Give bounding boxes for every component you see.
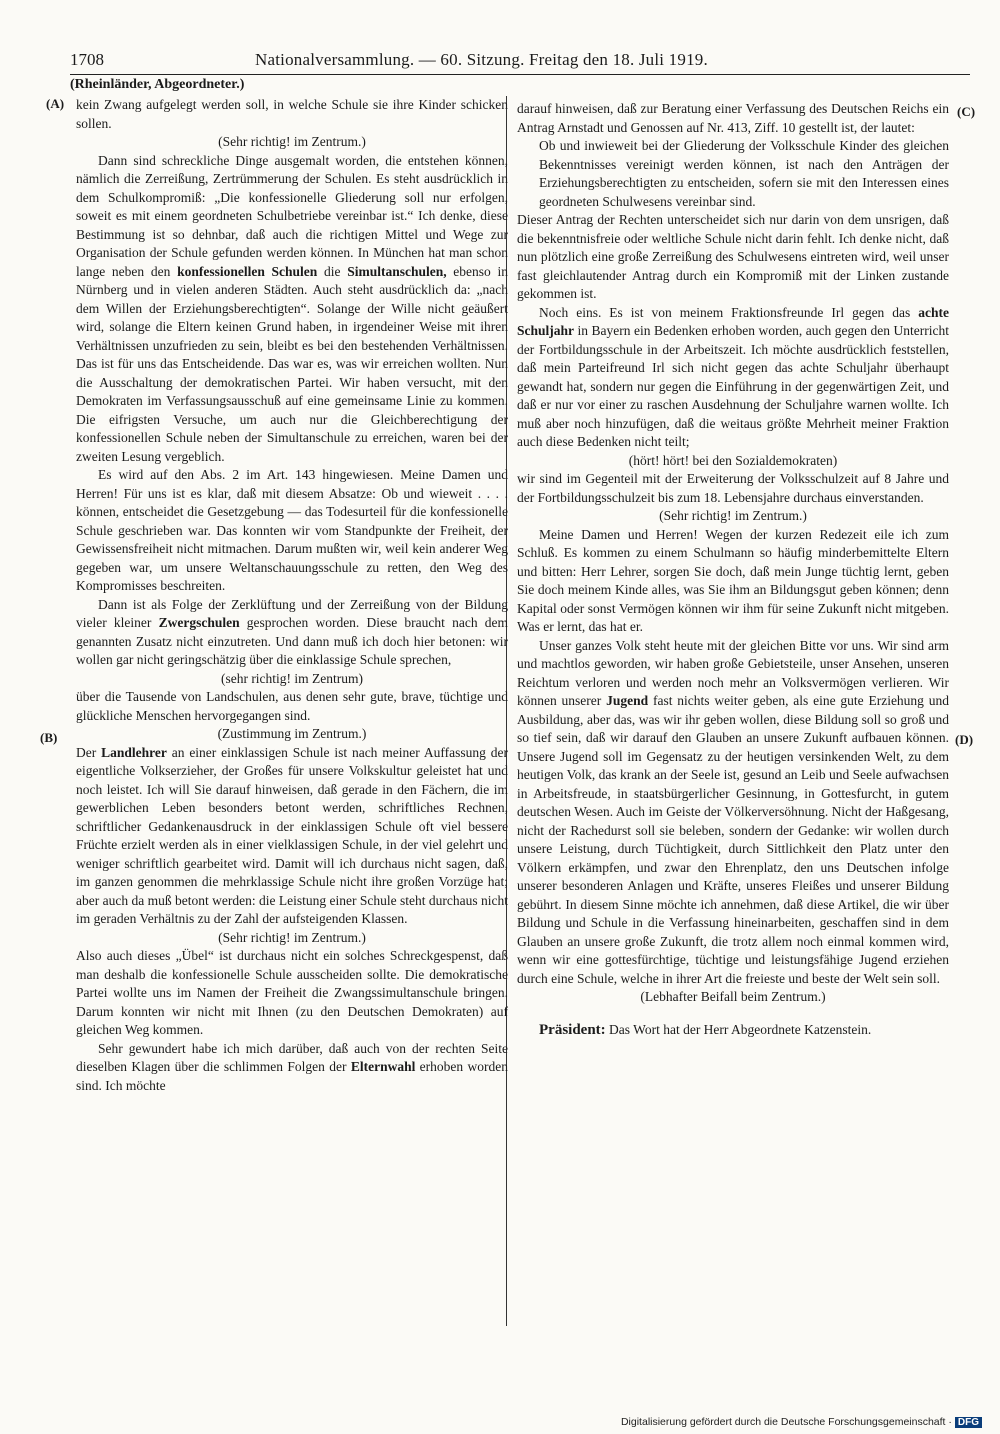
paragraph: wir sind im Gegenteil mit der Erweiterung der Volksschulzeit auf 8 Jahre und der Fortbildungsschulzeit bis zum 18. Lebensjahre durchaus einverstanden. [517,471,949,505]
paragraph: Sehr gewundert habe ich mich darüber, daß auch von der rechten Seite dieselben Klagen über die schlimmen Folgen der Elternwahl erhoben worden sind. Ich möchte [76,1040,508,1093]
bold-term: achte Schuljahr [517,304,949,338]
footer-text: Digitalisierung gefördert durch die Deutsche Forschungsgemeinschaft · [620,1416,952,1428]
paragraph: Es wird auf den Abs. 2 im Art. 143 hingewiesen. Meine Damen und Herren! Für uns ist es klar, daß mit diesem Absatze: Ob und wieweit . . . . können, entscheidet die Gesetzgebung — das Todesurteil für die konfessionelle Schule geschrieben war. Das konnten wir vom Standpunkte der Freiheit, der Gewissensfreiheit nicht mitmachen. Darum mußten wir, weil kein anderer Weg gegeben war, um unsere Weltanschauungsschule zu retten, den Weg des Kompromisses beschreiten. [76,467,508,593]
page-number: 1708 [70,50,104,69]
paragraph: Der Landlehrer an einer einklassigen Schule ist nach meiner Auffassung der eigentliche Volkserzieher, der Großes für unsere Volkskultur geleistet hat und noch leistet. Ich will Sie darauf hinweisen, daß gerade in den Fächern, die im gewerblichen Leben besonders betont werden, schriftliches Rechnen, schriftlicher Gedankenausdruck in der einklassigen Schule oft viel bessere Früchte erzielt werden als in einer vielklassigen Schule, in der viel gelehrt und weniger schriftlich gearbeitet wird. Damit will ich durchaus nicht sagen, daß, im ganzen genommen die mehrklassige Schule nicht ihre großen Vorzüge hat; aber auch da muß betont werden: die Leistung einer Schule steht durchaus nicht im geraden Verhältnis zu der Zahl der aufsteigenden Klassen. [76,744,508,926]
bold-term: Zwergschulen [158,615,240,630]
paragraph: Meine Damen und Herren! Wegen der kurzen Redezeit eile ich zum Schluß. Es kommen zu einem Schulmann so häufig minderbemittelte Eltern und bitten: Herr Lehrer, sorgen Sie doch, daß mein Junge tüchtig lernt, geben Sie doch meinem Kinde alles, was Sie ihm an Bildungsgut geben können; denn Kapital oder sonst Vermögen können wir ihm für seine Zukunft nicht mitgeben. Was er lernt, das hat er. [517,526,949,634]
interjection: (hört! hört! bei den Sozialdemokraten) [628,452,838,468]
bold-term: Landlehrer [101,744,167,760]
paragraph: Unser ganzes Volk steht heute mit der gleichen Bitte vor uns. Wir sind arm und machtlos geworden, wir haben große Gebietsteile, unser Ansehen, unseren Reichtum verloren und werden noch mehr an Volksvermögen verlieren. Wir können unserer Jugend fast nichts weiter geben, als eine gute Erziehung und Ausbildung, aber das, was wir ihr geben wollen, diese Bildung soll so groß und so tief sein, daß wir darauf den Glauben an unsere Zukunft aufbauen können. Unsere Jugend soll im Gegensatz zu der heutigen versinkenden Welt, zu dem heutigen Volk, das krank an der Seele ist, gesund an Leib und Seele aufwachsen in Arbeitsfreude, in staatsbürgerlicher Gesinnung, in Gottesfurcht, in gutem deutschen Wesen. Auch im Geiste der Völkerversöhnung. Nicht der Haßgesang, nicht der Rachedurst soll sie beleben, sondern der Gedanke: wir wollen durch unsere Leistung, durch Tüchtigkeit, durch Sittlichkeit den Platz unter den Völkern erkämpfen, und zwar den Ehrenplatz, den uns Deutschen infolge unserer besonderen Anlagen und Kräfte, unseres Fleißes und unserer Bildung gebührt. In diesem Sinne möchte ich annehmen, daß diese Artikel, die wir über Bildung und Schule in die Verfassung hineinarbeiten, geschaffen sind in dem Glauben an unsere große Zukunft, die trotz allem noch einmal kommen wird, wenn wir eine gottesfürchtige, tüchtige und leistungsfähige Jugend erziehen durch eine Schule, welche in ihrer Art die freieste und beste der Welt sein soll. [517,637,949,986]
president-statement: Präsident: Das Wort hat der Herr Abgeordnete Katzenstein. [539,1021,872,1038]
page-header [70,48,970,75]
interjection: (Sehr richtig! im Zentrum.) [218,929,366,945]
interjection: (Zustimmung im Zentrum.) [217,726,367,741]
margin-marker-d: (D) [955,732,974,747]
president-label: Präsident: [539,1021,606,1038]
interjection: (Sehr richtig! im Zentrum.) [659,508,807,523]
paragraph: Dann sind schreckliche Dinge ausgemalt worden, die entstehen können, nämlich die Zerreißung, Zertrümmerung der Schulen. Es steht ausdrücklich in dem Schulkompromiß: „Die konfessionelle Gliederung soll nur erfolgen, soweit es mit einem geordneten Schulbetriebe vereinbar ist.“ Ich denke, diese Bestimmung ist so dehnbar, daß auch die richtigen Mittel und Wege zur Organisation der Schule gefunden werden können. In München hat man schon lange neben den konfessionellen Schulen die Simultanschulen, ebenso in Nürnberg und in vielen anderen Städten. Auch steht ausdrücklich da: „nach dem Willen der Erziehungsberechtigten“. Solange der Wille nicht geäußert wird, solange die Eltern keinen Grund haben, in irgendeiner Weise mit ihren Verhältnissen unzufrieden zu sein, bleibt es bei den bestehenden Verhältnissen. Das ist für uns das Entscheidende. Das war es, was wir erreichen wollten. Nun die Ausschaltung der demokratischen Partei. Wir haben versucht, mit den Demokraten im Verfassungsausschuß auf eine gemeinsame Linie zu kommen. Die eifrigsten Versuche, um auch nur die Gleichberechtigung der konfessionellen Schule neben der Simultanschule zu erreichen, waren bei der zweiten Lesung vergeblich. [76,152,508,464]
left-column [76,96,508,1095]
paragraph: über die Tausende von Landschulen, aus denen sehr gute, brave, tüchtige und glückliche Menschen hervorgegangen sind. [76,689,508,723]
margin-marker-b: (B) [40,730,58,745]
quoted-motion: Ob und inwieweit bei der Gliederung der Volksschule Kinder des gleichen Bekenntnisses vereinigt werden können, ist nach den Anträgen der Erziehungsberechtigten zu entscheiden, sofern sie mit den Interessen eines geordneten Schulwesens vereinbar sind. [539,138,949,209]
speaker-tag: (Rheinländer, Abgeordneter.) [70,77,245,92]
bold-term: Jugend [606,693,649,708]
bold-term: Elternwahl [350,1059,416,1074]
paragraph: kein Zwang aufgelegt werden soll, in welche Schule sie ihre Kinder schicken sollen. [76,97,508,131]
bold-term: konfessionellen Schulen [177,263,318,279]
margin-marker-a: (A) [46,96,65,111]
digitization-footer [621,1416,982,1428]
interjection: (Lebhafter Beifall beim Zentrum.) [640,989,826,1004]
right-column [517,100,949,1039]
dfg-logo: DFG [955,1417,982,1428]
interjection: (Sehr richtig! im Zentrum.) [218,134,366,149]
bold-term: Simultanschulen, [347,263,447,279]
margin-marker-c: (C) [957,104,976,119]
paragraph: Dann ist als Folge der Zerklüftung und der Zerreißung von der Bildung vieler kleiner Zwergschulen gesprochen worden. Diese braucht nach dem genannten Zusatz nicht einzutreten. Und dann muß ich doch hier betonen: wir wollen gar nicht geringschätzig über die einklassige Schule sprechen, [76,596,508,667]
paragraph: darauf hinweisen, daß zur Beratung einer Verfassung des Deutschen Reichs ein Antrag Arnstadt und Genossen auf Nr. 413, Ziff. 10 gestellt ist, der lautet: [517,101,949,135]
paragraph: Dieser Antrag der Rechten unterscheidet sich nur darin von dem unsrigen, daß die bekenntnisfreie oder weltliche Schule nicht darin fehlt. Ich denke nicht, daß nun plötzlich eine große Zerreißung des Schulwesens eintreten wird, weil unser fast gleichlautender Antrag durch ein Kompromiß mit der Linken zustande gekommen ist. [517,212,949,301]
paragraph: Noch eins. Es ist von meinem Fraktionsfreunde Irl gegen das achte Schuljahr in Bayern ein Bedenken erhoben worden, auch gegen den Unterricht der Fortbildungsschule in der Arbeitszeit. Ich möchte ausdrücklich feststellen, daß mein Parteifreund Irl sich nicht gegen das achte Schuljahr überhaupt gewandt hat, sondern nur gegen die Einführung in der gegenwärtigen Zeit, und daß er nur vor einer zu raschen Ausdehnung der Schuljahre warnen wollte. Ich muß aber noch hinzufügen, daß die weitaus größte Mehrheit meiner Fraktion auch diese Bedenken nicht teilt; [517,304,949,449]
interjection: (sehr richtig! im Zentrum) [220,670,364,686]
paragraph: Also auch dieses „Übel“ ist durchaus nicht ein solches Schreckgespenst, daß man deshalb die konfessionelle Schule ausscheiden sollte. Die demokratische Partei wollte uns im Namen der Freiheit die Zwangssimultanschule bringen. Darum konnten wir nicht mit Ihnen (zu den Deutschen Demokraten) auf gleichen Weg kommen. [76,948,508,1037]
header-title: Nationalversammlung. — 60. Sitzung. Freitag den 18. Juli 1919. [255,50,708,69]
